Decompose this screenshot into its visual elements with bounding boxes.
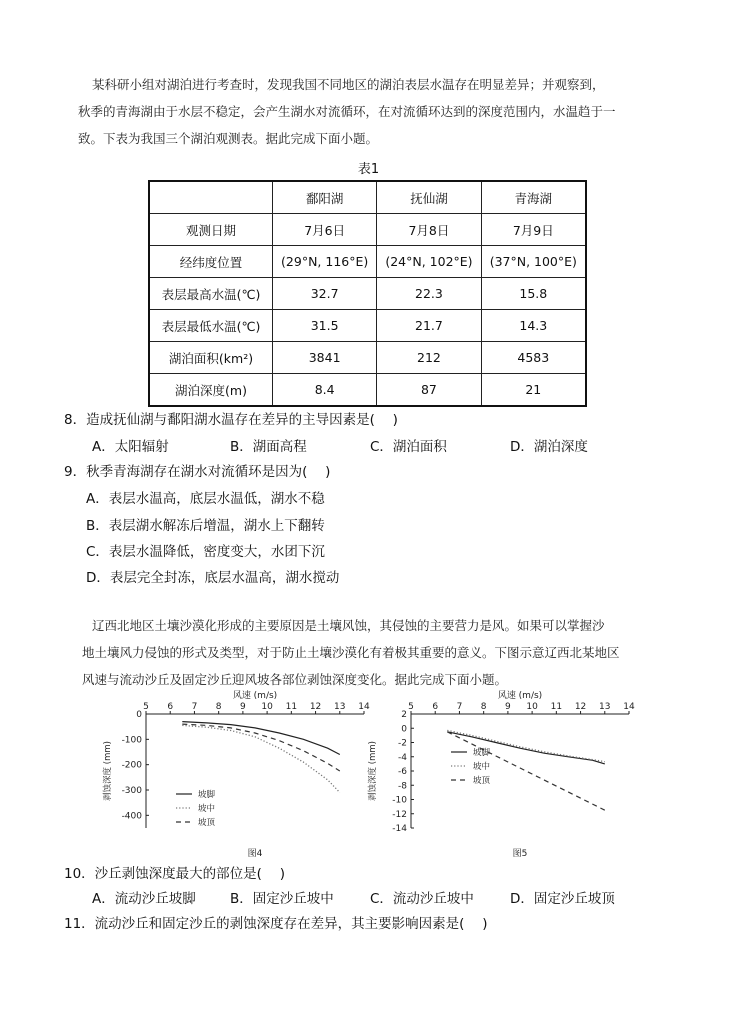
question-10-option-c[interactable]: C．流动沙丘坡中 bbox=[370, 891, 474, 907]
legend-label: 坡中 bbox=[198, 804, 216, 814]
legend-label: 坡中 bbox=[473, 762, 491, 772]
y-tick-label: -4 bbox=[398, 752, 407, 763]
table-cell: 22.3 bbox=[377, 278, 481, 310]
table-row-label: 表层最高水温(℃) bbox=[149, 278, 273, 310]
figure-4-chart bbox=[100, 688, 390, 863]
y-tick-label: -10 bbox=[392, 795, 407, 806]
table-header-cell bbox=[149, 181, 273, 214]
question-10-stem: 10．沙丘剥蚀深度最大的部位是( ) bbox=[64, 866, 286, 882]
question-9-option-a[interactable]: A．表层水温高，底层水温低，湖水不稳 bbox=[86, 491, 325, 507]
x-tick-label: 14 bbox=[358, 702, 370, 712]
table-cell: 4583 bbox=[481, 342, 586, 374]
question-9-option-c[interactable]: C．表层水温降低，密度变大，水团下沉 bbox=[86, 544, 325, 560]
table-cell: 31.5 bbox=[273, 310, 377, 342]
question-10-option-a[interactable]: A．流动沙丘坡脚 bbox=[92, 891, 196, 907]
x-tick-label: 6 bbox=[167, 702, 174, 712]
passage-line: 致。下表为我国三个湖泊观测表。据此完成下面小题。 bbox=[78, 131, 379, 146]
y-tick-label: -2 bbox=[398, 738, 407, 749]
table-row bbox=[149, 214, 586, 246]
figure-caption: 图5 bbox=[512, 849, 528, 859]
passage-line: 辽西北地区土壤沙漠化形成的主要原因是土壤风蚀，其侵蚀的主要营力是风。如果可以掌握沙 bbox=[92, 618, 605, 633]
x-tick-label: 13 bbox=[334, 702, 346, 712]
table-row-label: 经纬度位置 bbox=[149, 246, 273, 278]
question-10-option-d[interactable]: D．固定沙丘坡顶 bbox=[510, 891, 615, 907]
y-tick-label: -200 bbox=[121, 760, 142, 771]
series-line-dashed bbox=[447, 732, 605, 810]
x-axis-title: 风速 (m/s) bbox=[497, 691, 543, 701]
series-line-dotted bbox=[182, 725, 339, 792]
x-tick-label: 12 bbox=[309, 702, 322, 712]
y-tick-label: -8 bbox=[398, 781, 407, 792]
lake-observation-table bbox=[148, 180, 587, 407]
legend-label: 坡顶 bbox=[473, 776, 491, 786]
table-cell: 32.7 bbox=[273, 278, 377, 310]
question-8-option-b[interactable]: B．湖面高程 bbox=[230, 439, 307, 455]
x-tick-label: 14 bbox=[623, 702, 635, 712]
table-cell: 7月9日 bbox=[481, 214, 586, 246]
x-tick-label: 7 bbox=[191, 702, 198, 712]
series-line-dashed bbox=[182, 724, 339, 771]
table-row bbox=[149, 246, 586, 278]
x-tick-label: 9 bbox=[240, 702, 246, 712]
table-row bbox=[149, 342, 586, 374]
y-tick-label: -12 bbox=[392, 809, 407, 820]
question-9-stem: 9．秋季青海湖存在湖水对流循环是因为( ) bbox=[64, 464, 331, 480]
question-8-option-d[interactable]: D．湖泊深度 bbox=[510, 439, 588, 455]
table-row-label: 表层最低水温(℃) bbox=[149, 310, 273, 342]
table-header-row bbox=[149, 181, 586, 214]
table-header-cell: 青海湖 bbox=[481, 181, 586, 214]
passage-line: 风速与流动沙丘及固定沙丘迎风坡各部位剥蚀深度变化。据此完成下面小题。 bbox=[82, 672, 508, 687]
question-10-option-b[interactable]: B．固定沙丘坡中 bbox=[230, 891, 334, 907]
table-row-label: 湖泊面积(km²) bbox=[149, 342, 273, 374]
table-row-label: 湖泊深度(m) bbox=[149, 374, 273, 407]
figure-5-chart bbox=[365, 688, 655, 863]
y-tick-label: 0 bbox=[401, 724, 407, 735]
table-header-cell: 抚仙湖 bbox=[377, 181, 481, 214]
passage-line: 地土壤风力侵蚀的形式及类型，对于防止土壤沙漠化有着极其重要的意义。下图示意辽西北某地区 bbox=[82, 645, 620, 660]
table-cell: 8.4 bbox=[273, 374, 377, 407]
x-tick-label: 11 bbox=[550, 702, 563, 712]
series-line-solid bbox=[182, 722, 339, 755]
legend-label: 坡顶 bbox=[198, 818, 216, 828]
y-tick-label: 0 bbox=[136, 710, 142, 720]
passage-line: 秋季的青海湖由于水层不稳定，会产生湖水对流循环，在对流循环达到的深度范围内，水温趋于一 bbox=[78, 104, 616, 119]
question-8-option-c[interactable]: C．湖泊面积 bbox=[370, 439, 447, 455]
table-row-label: 观测日期 bbox=[149, 214, 273, 246]
x-tick-label: 11 bbox=[285, 702, 298, 712]
x-tick-label: 8 bbox=[480, 702, 487, 712]
passage-wind-erosion bbox=[82, 612, 620, 693]
x-tick-label: 6 bbox=[432, 702, 439, 712]
question-8-option-a[interactable]: A．太阳辐射 bbox=[92, 439, 169, 455]
table-cell: (37°N, 100°E) bbox=[481, 246, 586, 278]
passage-line: 某科研小组对湖泊进行考查时，发现我国不同地区的湖泊表层水温存在明显差异；并观察到， bbox=[92, 77, 605, 92]
x-tick-label: 13 bbox=[599, 702, 611, 712]
question-9-option-d[interactable]: D．表层完全封冻，底层水温高，湖水搅动 bbox=[86, 570, 340, 586]
table-cell: (24°N, 102°E) bbox=[377, 246, 481, 278]
table-cell: 7月6日 bbox=[273, 214, 377, 246]
y-tick-label: -6 bbox=[398, 767, 407, 777]
question-9-option-b[interactable]: B．表层湖水解冻后增温，湖水上下翻转 bbox=[86, 518, 325, 534]
x-tick-label: 9 bbox=[505, 702, 511, 712]
y-axis-title: 剥蚀深度 (mm) bbox=[368, 741, 378, 801]
x-axis-title: 风速 (m/s) bbox=[232, 691, 278, 701]
table-cell: 7月8日 bbox=[377, 214, 481, 246]
x-tick-label: 12 bbox=[574, 702, 587, 712]
table-title: 表1 bbox=[357, 162, 380, 177]
x-tick-label: 5 bbox=[408, 702, 414, 712]
table-cell: (29°N, 116°E) bbox=[273, 246, 377, 278]
question-8-stem: 8．造成抚仙湖与鄱阳湖水温存在差异的主导因素是( ) bbox=[64, 412, 398, 428]
legend-label: 坡脚 bbox=[198, 790, 216, 800]
y-tick-label: -300 bbox=[121, 786, 142, 796]
table-row bbox=[149, 374, 586, 407]
x-tick-label: 10 bbox=[526, 702, 538, 712]
table-row bbox=[149, 310, 586, 342]
table-cell: 212 bbox=[377, 342, 481, 374]
x-tick-label: 8 bbox=[215, 702, 222, 712]
table-cell: 14.3 bbox=[481, 310, 586, 342]
x-tick-label: 10 bbox=[261, 702, 273, 712]
series-line-dotted bbox=[447, 730, 605, 761]
x-tick-label: 7 bbox=[456, 702, 463, 712]
table-cell: 21.7 bbox=[377, 310, 481, 342]
question-11-stem: 11．流动沙丘和固定沙丘的剥蚀深度存在差异，其主要影响因素是( ) bbox=[64, 916, 488, 932]
table-cell: 87 bbox=[377, 374, 481, 407]
figure-caption: 图4 bbox=[247, 849, 263, 859]
legend-label: 坡脚 bbox=[473, 748, 491, 758]
table-header-cell: 鄱阳湖 bbox=[273, 181, 377, 214]
y-tick-label: -400 bbox=[121, 811, 142, 822]
y-tick-label: -14 bbox=[392, 824, 407, 834]
table-cell: 21 bbox=[481, 374, 586, 407]
table-cell: 15.8 bbox=[481, 278, 586, 310]
table-cell: 3841 bbox=[273, 342, 377, 374]
passage-lakes bbox=[78, 71, 616, 152]
y-axis-title: 剥蚀深度 (mm) bbox=[103, 741, 113, 801]
table-row bbox=[149, 278, 586, 310]
y-tick-label: -100 bbox=[121, 735, 142, 746]
y-tick-label: 2 bbox=[401, 710, 407, 720]
x-tick-label: 5 bbox=[143, 702, 149, 712]
